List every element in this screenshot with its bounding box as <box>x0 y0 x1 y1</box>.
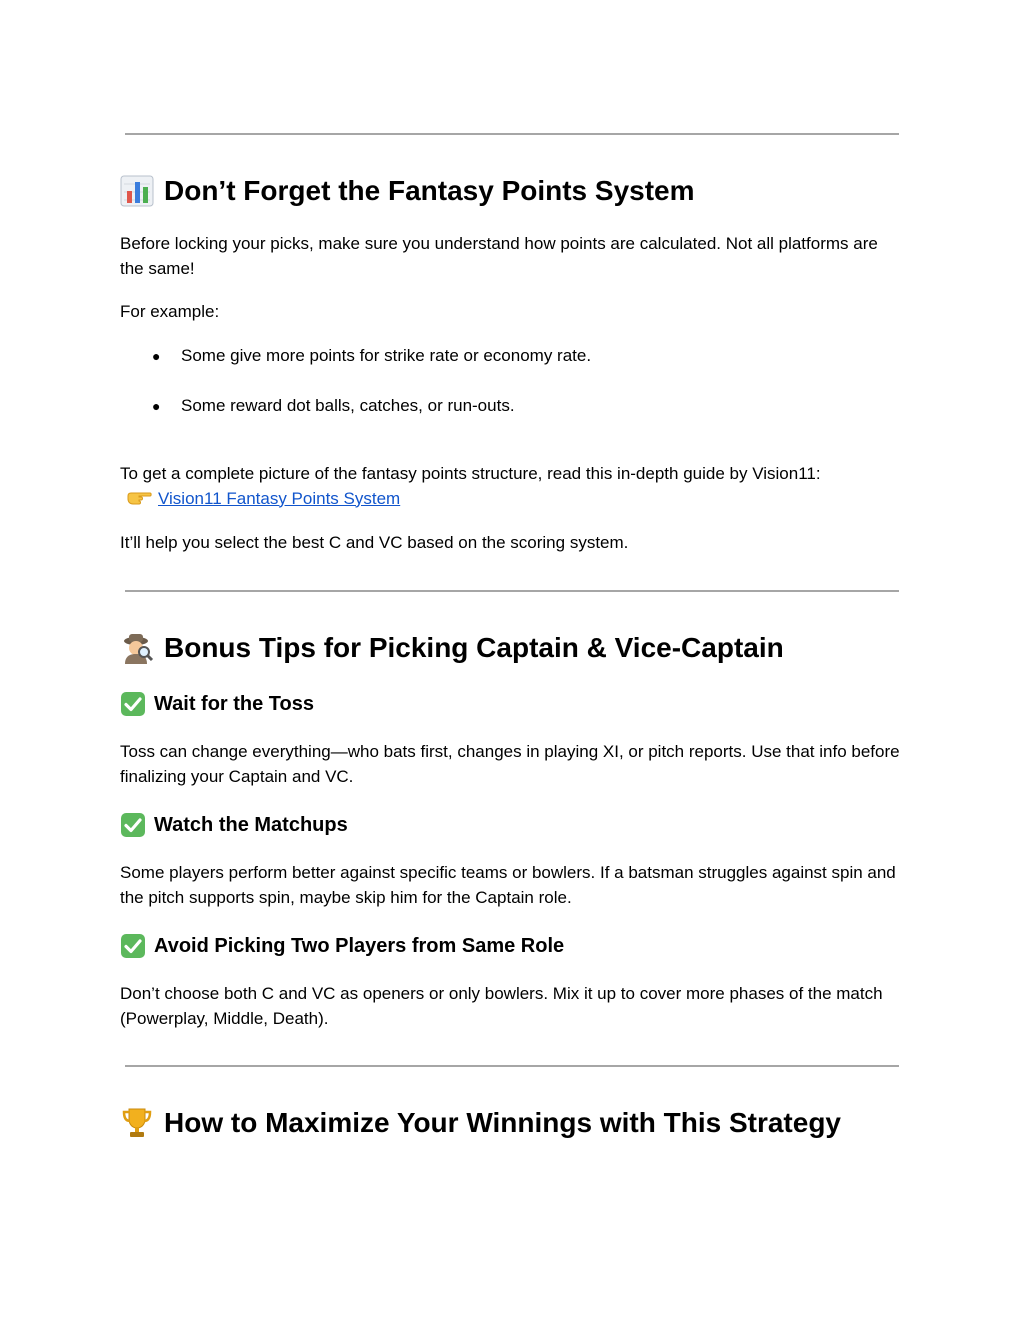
fantasy-points-link[interactable]: Vision11 Fantasy Points System <box>158 488 401 508</box>
check-mark-icon <box>120 691 146 717</box>
horizontal-rule <box>125 1065 899 1067</box>
tip-title: Wait for the Toss <box>154 693 314 715</box>
tip-body: Toss can change everything—who bats first, changes in playing XI, or pitch reports. Use that info before finalizing your Captain and VC. <box>120 742 900 786</box>
detective-icon <box>120 631 154 665</box>
check-mark-icon <box>120 933 146 959</box>
tip-heading <box>120 691 314 717</box>
tip-title: Avoid Picking Two Players from Same Role <box>154 935 565 957</box>
tip-heading <box>120 812 348 838</box>
section-heading-bonus-tips <box>120 631 784 665</box>
heading-text: Don’t Forget the Fantasy Points System <box>164 175 695 206</box>
bar-chart-icon <box>120 174 154 208</box>
horizontal-rule <box>125 133 899 135</box>
horizontal-rule <box>125 590 899 592</box>
bullet-dot: ● <box>152 348 161 364</box>
intro-paragraph: Before locking your picks, make sure you understand how points are calculated. Not all platforms are the same! <box>120 234 878 278</box>
section-heading-maximize-winnings <box>120 1106 841 1140</box>
example-label: For example: <box>120 302 220 321</box>
tip-heading <box>120 933 564 959</box>
bullet-dot: ● <box>152 398 161 414</box>
closing-paragraph: It’ll help you select the best C and VC based on the scoring system. <box>120 533 629 552</box>
pointing-hand-icon <box>126 487 152 507</box>
trophy-icon <box>120 1106 154 1140</box>
tip-title: Watch the Matchups <box>154 814 348 836</box>
tip-body: Some players perform better against specific teams or bowlers. If a batsman struggles against spin and the pitch supports spin, maybe skip him for the Captain role. <box>120 863 896 907</box>
list-item: Some give more points for strike rate or economy rate. <box>181 346 592 365</box>
tip-body: Don’t choose both C and VC as openers or only bowlers. Mix it up to cover more phases of the match (Powerplay, Middle, Death). <box>120 984 883 1028</box>
check-mark-icon <box>120 812 146 838</box>
section-heading-fantasy-points <box>120 174 695 208</box>
heading-text: Bonus Tips for Picking Captain & Vice-Captain <box>164 632 784 663</box>
heading-text: How to Maximize Your Winnings with This Strategy <box>164 1107 841 1138</box>
guide-paragraph <box>120 462 905 511</box>
guide-text: To get a complete picture of the fantasy points structure, read this in-depth guide by Vision11: <box>120 464 821 483</box>
list-item: Some reward dot balls, catches, or run-outs. <box>181 396 515 415</box>
